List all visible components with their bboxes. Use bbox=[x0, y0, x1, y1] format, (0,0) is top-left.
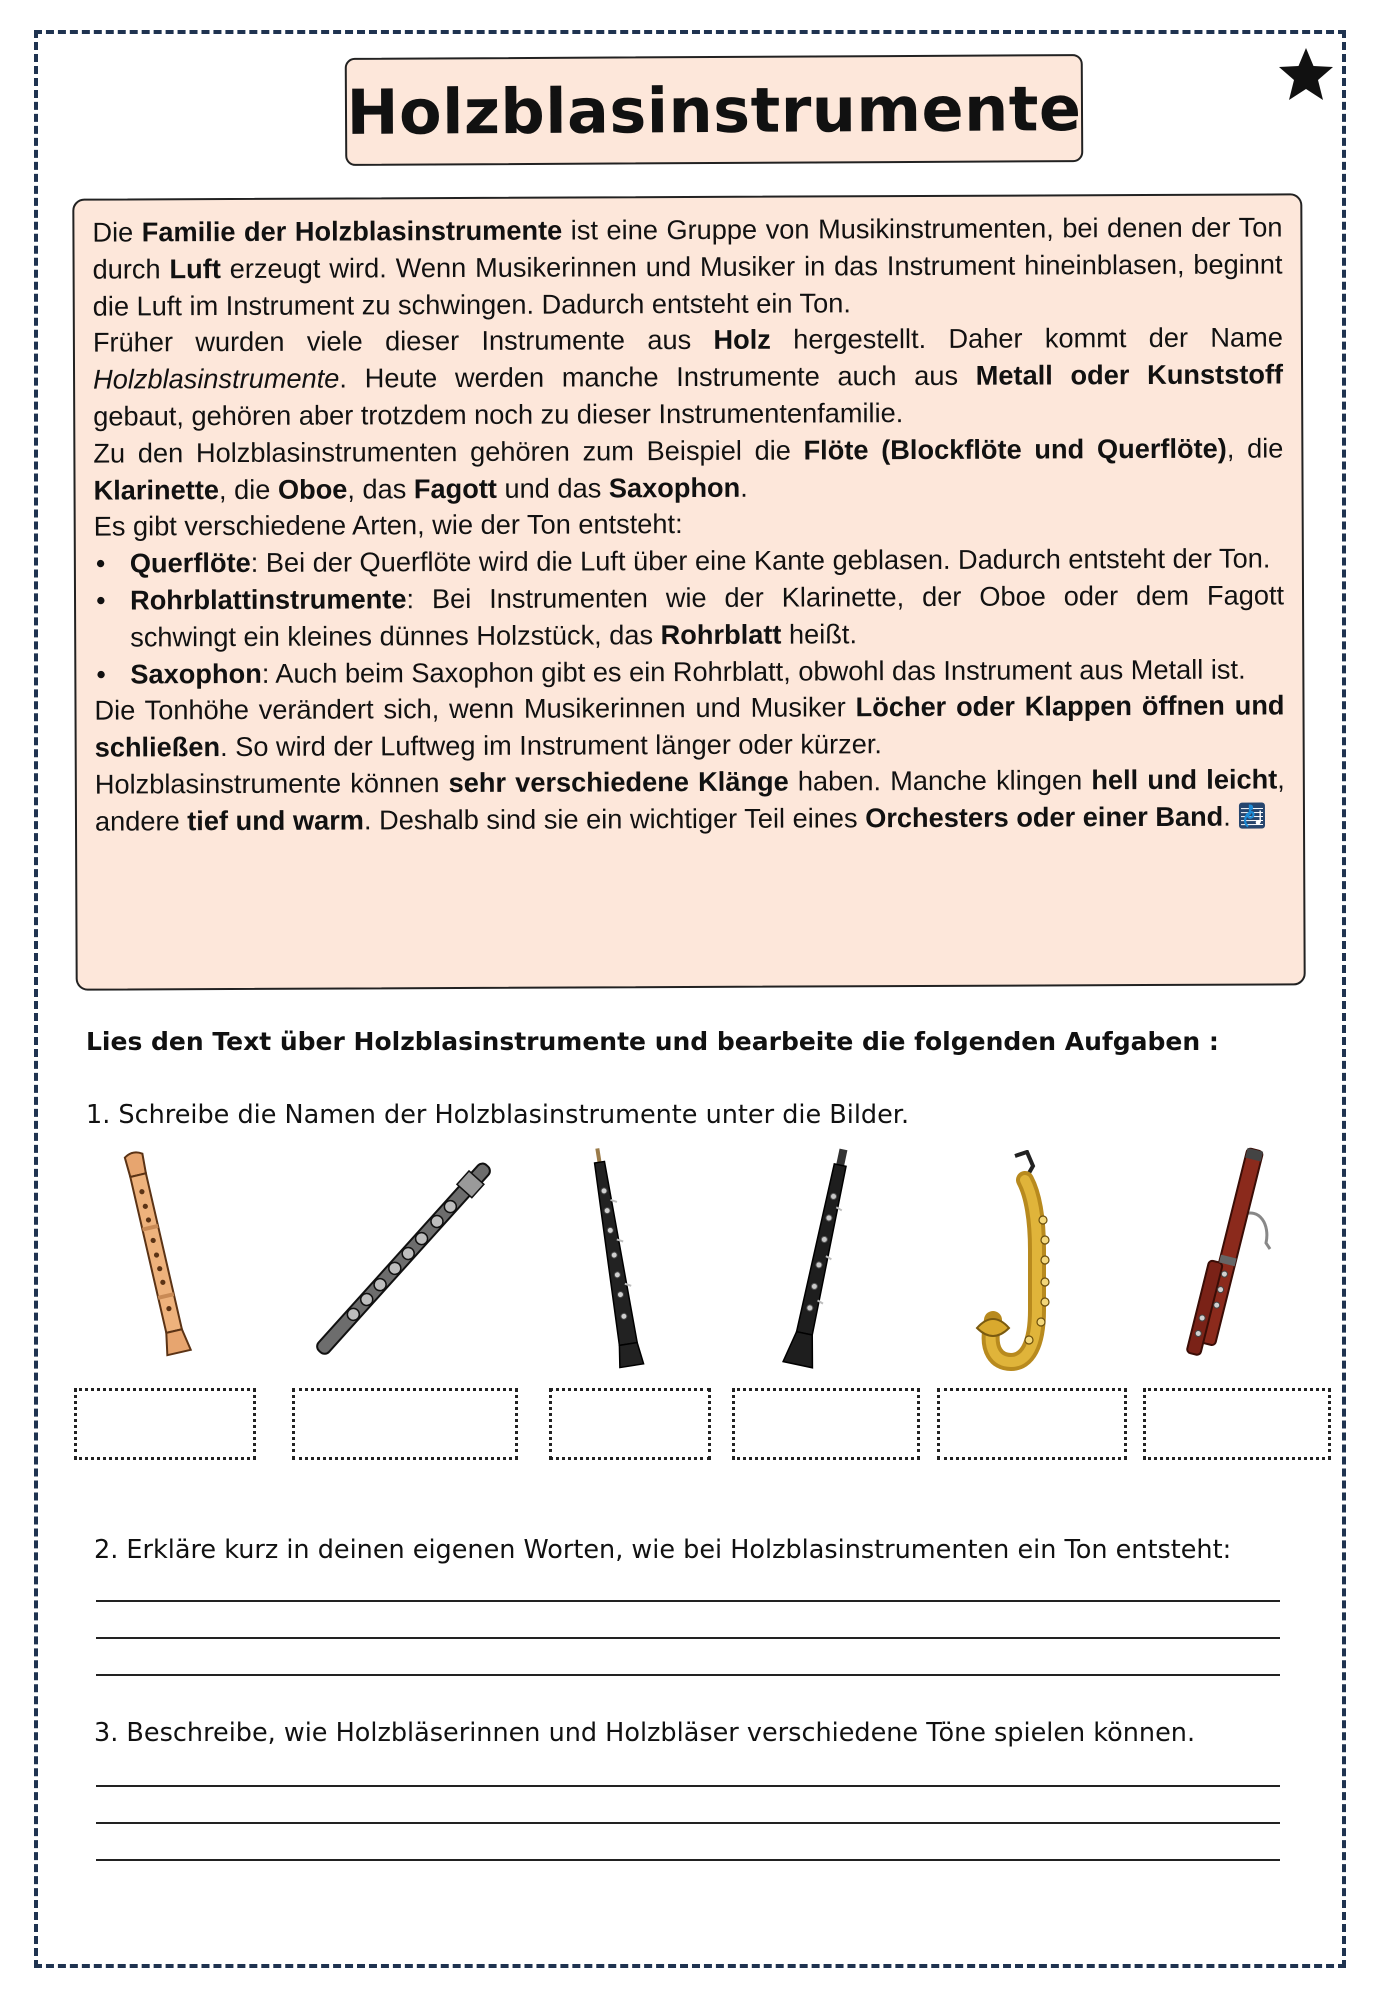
recorder-icon bbox=[112, 1145, 202, 1370]
answer-line[interactable] bbox=[96, 1637, 1280, 1639]
title-box bbox=[345, 54, 1084, 166]
answer-line[interactable] bbox=[96, 1674, 1280, 1676]
answer-line[interactable] bbox=[96, 1600, 1280, 1602]
answer-line[interactable] bbox=[96, 1785, 1280, 1787]
answer-box-4[interactable] bbox=[732, 1388, 920, 1460]
answer-box-5[interactable] bbox=[937, 1388, 1127, 1460]
bassoon-icon bbox=[1170, 1145, 1290, 1375]
answer-box-1[interactable] bbox=[74, 1388, 256, 1460]
star-icon bbox=[1276, 44, 1336, 104]
task-2-prompt: 2. Erkläre kurz in deinen eigenen Worten, wie bei Holzblasinstrumenten ein Ton entsteht: bbox=[94, 1535, 1232, 1565]
list-item: • Rohrblattinstrumente: Bei Instrumenten wie der Klarinette, der Oboe oder dem Fagott schwingt ein kleines dünnes Holzstück, das Rohrblatt heißt. bbox=[95, 579, 1285, 653]
oboe-icon bbox=[570, 1145, 660, 1375]
answer-box-3[interactable] bbox=[549, 1388, 711, 1460]
paragraph-sound-types: Es gibt verschiedene Arten, wie der Ton entsteht: bbox=[93, 508, 683, 542]
answer-line[interactable] bbox=[96, 1859, 1280, 1861]
info-text-box bbox=[72, 193, 1305, 990]
paragraph-material: Früher wurden viele dieser Instrumente aus Holz hergestellt. Daher kommt der Name Holzblasinstrumente. Heute werden manche Instrumente auch aus Metall oder Kunststoff gebaut, gehören aber trotzdem noch zu dieser Instrumentenfamilie. bbox=[92, 321, 1284, 432]
transverse-flute-icon bbox=[300, 1140, 510, 1380]
task-1-prompt: 1. Schreibe die Namen der Holzblasinstrumente unter die Bilder. bbox=[86, 1100, 910, 1130]
paragraph-intro: Die Familie der Holzblasinstrumente ist eine Gruppe von Musikinstrumenten, bei denen der Ton durch Luft erzeugt wird. Wenn Musikerinnen und Musiker in das Instrument hineinblasen, beginnt die Luft im Instrument zu schwingen. Dadurch entsteht ein Ton. bbox=[92, 211, 1283, 322]
answer-box-2[interactable] bbox=[292, 1388, 518, 1460]
answer-box-6[interactable] bbox=[1143, 1388, 1331, 1460]
page-title: Holzblasinstrumente bbox=[346, 71, 1082, 149]
paragraph-examples: Zu den Holzblasinstrumenten gehören zum Beispiel die Flöte (Blockflöte und Querflöte), die Klarinette, die Oboe, das Fagott und das Saxophon. bbox=[93, 432, 1284, 506]
list-item: • Querflöte: Bei der Querflöte wird die Luft über eine Kante geblasen. Dadurch entsteht der Ton. bbox=[95, 542, 1271, 579]
instruction-text: Lies den Text über Holzblasinstrumente und bearbeite die folgenden Aufgaben : bbox=[86, 1027, 1219, 1056]
sound-types-list bbox=[94, 541, 1285, 693]
answer-line[interactable] bbox=[96, 1822, 1280, 1824]
music-sheet-icon bbox=[1237, 800, 1267, 830]
saxophone-icon bbox=[975, 1150, 1090, 1375]
clarinet-icon bbox=[775, 1145, 865, 1375]
paragraph-sounds: Holzblasinstrumente können sehr verschiedene Klänge haben. Manche klingen hell und leicht, andere tief und warm. Deshalb sind sie ein wichtiger Teil eines Orchesters oder einer Band. bbox=[94, 763, 1285, 837]
paragraph-pitch: Die Tonhöhe verändert sich, wenn Musikerinnen und Musiker Löcher oder Klappen öffnen und schließen. So wird der Luftweg im Instrument länger oder kürzer. bbox=[94, 689, 1285, 763]
task-3-prompt: 3. Beschreibe, wie Holzbläserinnen und Holzbläser verschiedene Töne spielen können. bbox=[94, 1718, 1196, 1748]
list-item: • Saxophon: Auch beim Saxophon gibt es ein Rohrblatt, obwohl das Instrument aus Metall ist. bbox=[96, 653, 1246, 690]
